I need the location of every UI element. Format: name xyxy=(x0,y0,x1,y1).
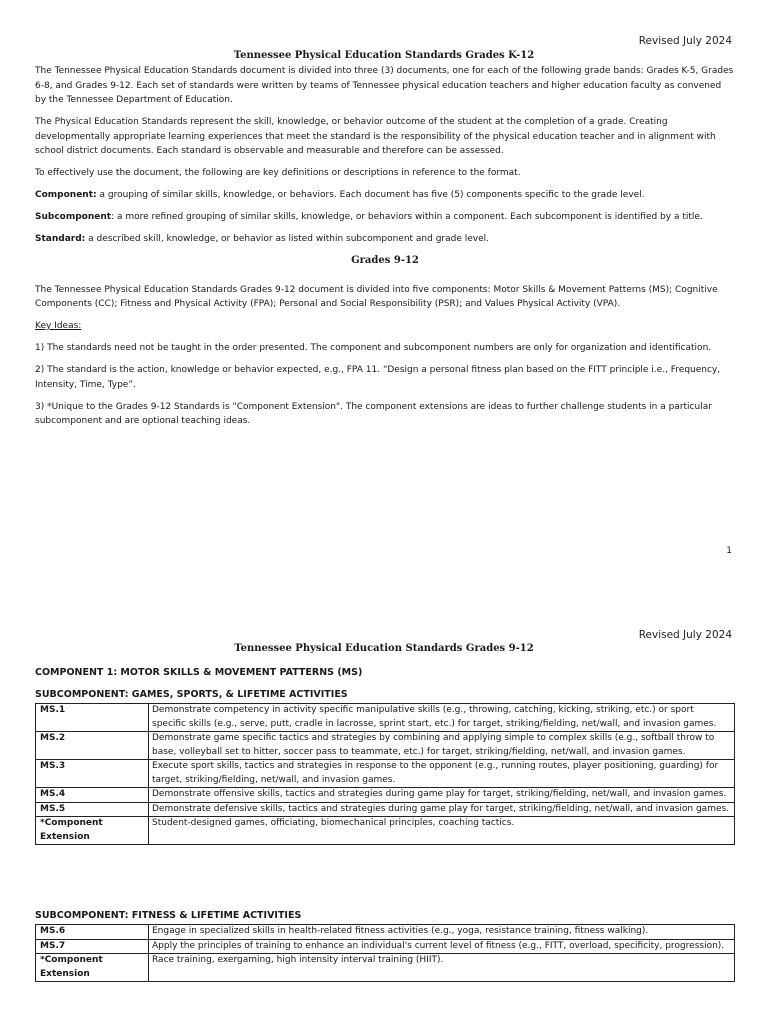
standard-code: MS.2 xyxy=(36,732,149,760)
definition-text: a described skill, knowledge, or behavior as listed within subcomponent and grade level. xyxy=(85,234,490,244)
standard-description: Race training, exergaming, high intensity interval training (HIIT). xyxy=(149,954,735,982)
document-page-2 xyxy=(0,600,768,1024)
key-ideas-label: Key Ideas: xyxy=(35,321,82,331)
document-title: Tennessee Physical Education Standards Grades 9-12 xyxy=(234,643,534,654)
standard-description: Demonstrate defensive skills, tactics and strategies during game play for target, striking/fielding, net/wall, and invasion games. xyxy=(149,802,735,817)
subcomponent-heading: SUBCOMPONENT: FITNESS & LIFETIME ACTIVITIES xyxy=(35,910,302,921)
document-title: Tennessee Physical Education Standards Grades K-12 xyxy=(233,50,535,61)
definition-component xyxy=(35,188,735,203)
key-idea-item: 3) *Unique to the Grades 9-12 Standards is "Component Extension". The component extensions are ideas to further challenge students in a particular subcomponent and are optional teaching ideas. xyxy=(35,401,712,426)
definition-term: Component: xyxy=(35,190,97,200)
revised-date: Revised July 2024 xyxy=(638,35,732,47)
table-row xyxy=(36,817,735,845)
definition-term: Standard: xyxy=(35,234,86,244)
standard-code: MS.6 xyxy=(36,925,149,940)
standard-description: Apply the principles of training to enhance an individual's current level of fitness (e.g., FITT, overload, specificity, progression). xyxy=(149,939,735,954)
standard-code: *Component Extension xyxy=(36,817,149,845)
table-row xyxy=(36,802,735,817)
standard-description: Engage in specialized skills in health-related fitness activities (e.g., yoga, resistance training, fitness walking). xyxy=(149,925,735,940)
intro-paragraph: The Physical Education Standards represent the skill, knowledge, or behavior outcome of the student at the completion of a grade. Creating developmentally appropriate learning experiences that meet the standard is the responsibility of the physical education teacher and in alignment with school district documents. Each standard is observable and measurable and therefore can be assessed. xyxy=(35,117,716,156)
table-row xyxy=(36,954,735,982)
standards-table-body xyxy=(36,704,735,845)
subcomponent-heading: SUBCOMPONENT: GAMES, SPORTS, & LIFETIME ACTIVITIES xyxy=(35,689,348,700)
grades-heading: Grades 9-12 xyxy=(351,255,419,266)
standard-code: MS.4 xyxy=(36,788,149,803)
standard-code: *Component Extension xyxy=(36,954,149,982)
table-row xyxy=(36,939,735,954)
standard-code: MS.5 xyxy=(36,802,149,817)
table-row xyxy=(36,925,735,940)
standards-table xyxy=(35,703,735,845)
definition-subcomponent xyxy=(35,210,735,225)
key-idea-item: 1) The standards need not be taught in the order presented. The component and subcomponent numbers are only for organization and identification. xyxy=(35,343,712,353)
component-heading: COMPONENT 1: MOTOR SKILLS & MOVEMENT PATTERNS (MS) xyxy=(35,667,363,678)
standard-description: Demonstrate offensive skills, tactics and strategies during game play for target, striking/fielding, net/wall, and invasion games. xyxy=(149,788,735,803)
table-row xyxy=(36,788,735,803)
grades-paragraph: The Tennessee Physical Education Standards Grades 9-12 document is divided into five components: Motor Skills & Movement Patterns (MS); Cognitive Components (CC); Fitness and Physical Activity (FPA); Personal and Social Responsibility (PSR); and Values Physical Activity (VPA). xyxy=(35,284,718,309)
definition-text: a grouping of similar skills, knowledge, or behaviors. Each document has five (5) components specific to the grade level. xyxy=(96,190,645,200)
intro-paragraph: To effectively use the document, the following are key definitions or descriptions in reference to the format. xyxy=(35,168,521,178)
revised-date: Revised July 2024 xyxy=(638,629,732,641)
table-row xyxy=(36,704,735,732)
page-number: 1 xyxy=(726,546,732,556)
table-row xyxy=(36,760,735,788)
standards-table xyxy=(35,924,735,982)
standard-code: MS.1 xyxy=(36,704,149,732)
standard-description: Demonstrate competency in activity specific manipulative skills (e.g., throwing, catching, kicking, striking, etc.) or sport specific skills (e.g., serve, putt, cradle in lacrosse, sprint start, etc.) for target, striking/fielding, net/wall, and invasion games. xyxy=(149,704,735,732)
intro-section xyxy=(35,64,735,436)
standards-table-body xyxy=(36,925,735,982)
definition-term: Subcomponent xyxy=(35,212,112,222)
standard-code: MS.7 xyxy=(36,939,149,954)
standard-description: Demonstrate game specific tactics and strategies by combining and applying simple to complex skills (e.g., softball throw to base, volleyball set to hitter, soccer pass to teammate, etc.) for target, striking/fielding, net/wall, and invasion games. xyxy=(149,732,735,760)
intro-paragraph: The Tennessee Physical Education Standards document is divided into three (3) documents, one for each of the following grade bands: Grades K-5, Grades 6-8, and Grades 9-12. Each set of standards were written by teams of Tennessee physical education teachers and higher education faculty as convened by the Tennessee Department of Education. xyxy=(35,66,734,105)
standard-description: Student-designed games, officiating, biomechanical principles, coaching tactics. xyxy=(149,817,735,845)
key-idea-item: 2) The standard is the action, knowledge or behavior expected, e.g., FPA 11. “Design a personal fitness plan based on the FITT principle i.e., Frequency, Intensity, Time, Type”. xyxy=(35,365,721,390)
standard-code: MS.3 xyxy=(36,760,149,788)
definition-text: : a more refined grouping of similar skills, knowledge, or behaviors within a component. Each subcomponent is identified by a title. xyxy=(111,212,703,222)
definition-standard xyxy=(35,232,735,247)
table-row xyxy=(36,732,735,760)
standard-description: Execute sport skills, tactics and strategies in response to the opponent (e.g., running routes, player positioning, guarding) for target, striking/fielding, net/wall, and invasion games. xyxy=(149,760,735,788)
